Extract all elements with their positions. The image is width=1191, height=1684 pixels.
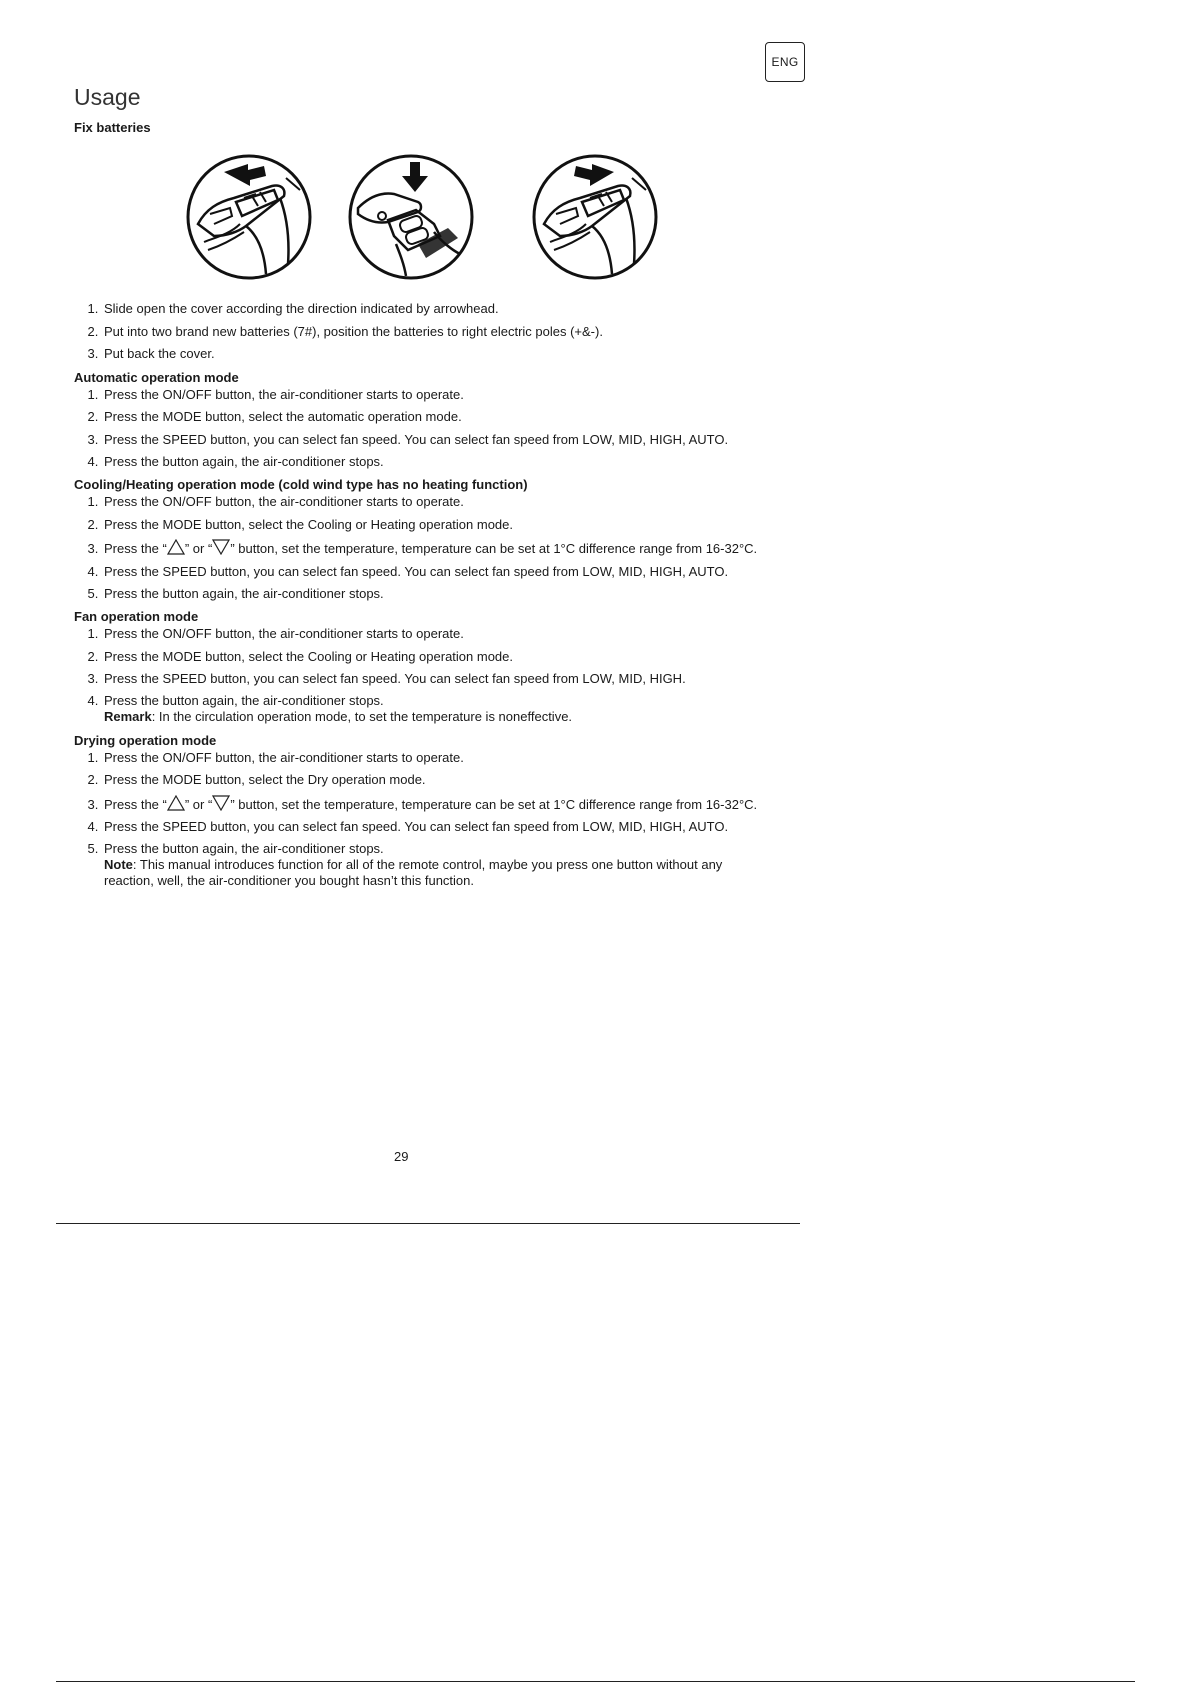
triangle-down-icon [212,795,230,811]
list-item: 1. Press the ON/OFF button, the air-conditioner starts to operate. [102,750,774,766]
list-item: 3. Press the SPEED button, you can select fan speed. You can select fan speed from LOW, MID, HIGH, AUTO. [102,432,774,448]
list-item: 4. Press the button again, the air-conditioner stops. [102,454,774,470]
main-content [74,84,774,896]
fan-step-4: Press the button again, the air-conditioner stops. [104,693,384,709]
battery-steps-list [74,301,774,362]
list-item-with-note [102,841,774,889]
temp-step-suffix: ” button, set the temperature, temperature can be set at 1°C difference range from 16-32°C. [230,541,758,557]
page-number: 29 [394,1149,409,1164]
list-item: 1. Press the ON/OFF button, the air-conditioner starts to operate. [102,387,774,403]
page-divider [56,1223,800,1224]
list-item: 1. Press the ON/OFF button, the air-conditioner starts to operate. [102,494,774,510]
close-cover-illustration [532,154,658,280]
list-item: 2. Press the MODE button, select the Cooling or Heating operation mode. [102,517,774,533]
cooling-steps-list [74,494,774,602]
section-heading-batteries: Fix batteries [74,120,151,135]
temp-step-middle: ” or “ [184,796,213,812]
bottom-divider [56,1681,1135,1682]
triangle-up-icon [167,539,185,555]
list-item-temperature [102,795,774,813]
list-item: 1. Press the ON/OFF button, the air-conditioner starts to operate. [102,626,774,642]
section-heading-fan: Fan operation mode [74,609,199,625]
note-label: Note [104,857,133,873]
triangle-up-icon [167,795,185,811]
list-item-with-remark [102,693,774,725]
drying-steps-list [74,750,774,890]
triangle-down-icon [212,539,230,555]
language-badge: ENG [765,42,805,82]
temp-step-prefix: Press the “ [104,541,167,557]
section-heading-cooling-heating: Cooling/Heating operation mode (cold wind type has no heating function) [74,477,528,493]
temp-step-suffix: ” button, set the temperature, temperature can be set at 1°C difference range from 16-32°C. [230,796,758,812]
list-item: 3. Press the SPEED button, you can select fan speed. You can select fan speed from LOW, MID, HIGH. [102,671,774,687]
list-item: 5. Press the button again, the air-conditioner stops. [102,586,774,602]
list-item: 2. Put into two brand new batteries (7#), position the batteries to right electric poles (+&-). [102,324,774,340]
fan-steps-list [74,626,774,725]
temp-step-middle: ” or “ [184,541,213,557]
list-item: 4. Press the SPEED button, you can select fan speed. You can select fan speed from LOW, MID, HIGH, AUTO. [102,564,774,580]
note-text: : This manual introduces function for all of the remote control, maybe you press one button without any reaction, well, the air-conditioner you bought hasn’t this function. [104,857,723,889]
automatic-steps-list [74,387,774,470]
remark-text: : In the circulation operation mode, to set the temperature is noneffective. [151,709,573,725]
list-item: 1. Slide open the cover according the direction indicated by arrowhead. [102,301,774,317]
section-heading-drying: Drying operation mode [74,732,217,748]
battery-illustrations [186,153,774,281]
list-item: 2. Press the MODE button, select the Dry operation mode. [102,772,774,788]
list-item: 3. Put back the cover. [102,346,774,362]
list-item-temperature [102,539,774,557]
temp-step-prefix: Press the “ [104,796,167,812]
insert-batteries-illustration [348,154,474,280]
drying-step-5: Press the button again, the air-conditioner stops. [104,841,384,857]
page-title: Usage [74,84,141,110]
remark-label: Remark [104,709,152,725]
slide-open-cover-illustration [186,154,312,280]
list-item: 2. Press the MODE button, select the automatic operation mode. [102,409,774,425]
list-item: 4. Press the SPEED button, you can select fan speed. You can select fan speed from LOW, MID, HIGH, AUTO. [102,819,774,835]
list-item: 2. Press the MODE button, select the Cooling or Heating operation mode. [102,649,774,665]
section-heading-automatic: Automatic operation mode [74,369,239,385]
